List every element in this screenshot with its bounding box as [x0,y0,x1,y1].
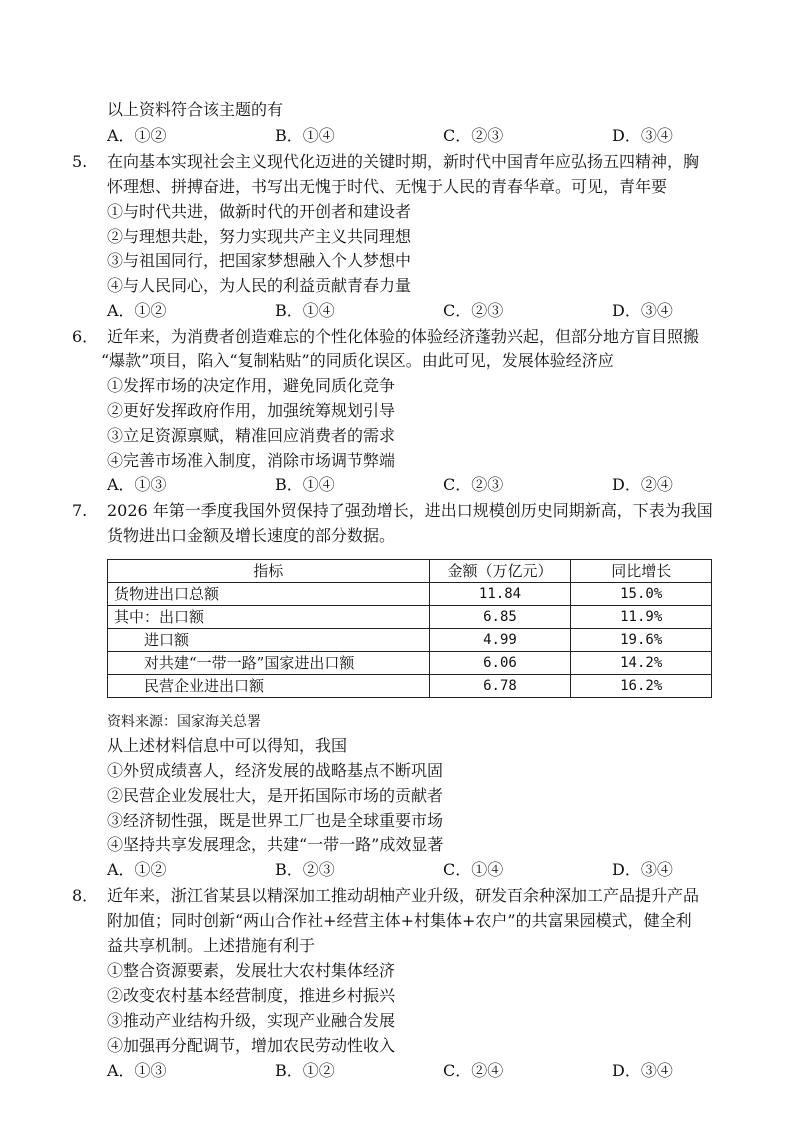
row-amount: 6.78 [429,675,571,698]
question-8-item: ②改变农村基本经营制度，推进乡村振兴 [107,986,396,1005]
table-row [108,583,712,606]
table-row [108,606,712,629]
option-a: A．①③ [107,475,167,494]
option-c: C．②③ [443,475,504,494]
question-8-number: 8． [72,886,99,905]
row-label: 民营企业进出口额 [108,675,430,698]
question-6-item: ②更好发挥政府作用，加强统筹规划引导 [107,401,396,420]
question-8-stem-line: 近年来，浙江省某县以精深加工推动胡柚产业升级，研发百余种深加工产品提升产品 [107,886,700,905]
question-7-item: ③经济韧性强，既是世界工厂也是全球重要市场 [107,811,444,830]
table-row [108,652,712,675]
row-label: 其中：出口额 [108,606,430,629]
table-source-note: 资料来源：国家海关总署 [107,714,261,730]
question-5-options [107,300,727,322]
row-amount: 11.84 [429,583,571,606]
option-d: D．③④ [612,301,673,320]
option-c: C．②③ [443,126,504,145]
question-8-item: ①整合资源要素，发展壮大农村集体经济 [107,961,396,980]
row-growth: 19.6% [571,629,712,652]
question-5-stem-line: 怀理想、拼搏奋进，书写出无愧于时代、无愧于人民的青春华章。可见，青年要 [107,177,668,196]
row-amount: 4.99 [429,629,571,652]
question-8-item: ④加强再分配调节，增加农民劳动性收入 [107,1036,396,1055]
question-5-item: ①与时代共进，做新时代的开创者和建设者 [107,202,412,221]
row-label: 货物进出口总额 [108,583,430,606]
option-a: A．①② [107,301,167,320]
option-b: B．①② [275,1061,335,1080]
option-b: B．①④ [275,475,335,494]
column-header: 指标 [108,560,430,583]
option-b: B．①④ [275,301,335,320]
question-6-item: ①发挥市场的决定作用，避免同质化竞争 [107,376,396,395]
question-7-options [107,859,727,881]
question-7-number: 7. [72,501,88,520]
question-8-stem-line: 附加值；同时创新“两山合作社+经营主体+村集体+农户”的共富果园模式，健全利 [107,911,692,930]
question-6-number: 6． [72,327,99,346]
row-growth: 14.2% [571,652,712,675]
question-8-options [107,1060,727,1082]
question-7-stem-line: 货物进出口金额及增长速度的部分数据。 [107,526,396,545]
question-7-stem-line: 2026 年第一季度我国外贸保持了强劲增长，进出口规模创历史同期新高，下表为我国 [107,501,713,520]
column-header: 同比增长 [571,560,712,583]
option-c: C．②④ [443,1061,504,1080]
question-5-item: ③与祖国同行，把国家梦想融入个人梦想中 [107,251,412,270]
option-d: D．②④ [612,475,673,494]
question-6-options [107,474,727,496]
row-amount: 6.06 [429,652,571,675]
table-header-row [108,560,712,583]
question-5-item: ④与人民同心，为人民的利益贡献青春力量 [107,276,412,295]
question-7-item: ④坚持共享发展理念，共建“一带一路”成效显著 [107,835,444,854]
option-c: C．②③ [443,301,504,320]
option-c: C．①④ [443,860,504,879]
row-growth: 15.0% [571,583,712,606]
question-6-item: ③立足资源禀赋，精准回应消费者的需求 [107,426,396,445]
intro-line: 以上资料符合该主题的有 [107,100,284,119]
question-6-item: ④完善市场准入制度，消除市场调节弊端 [107,451,396,470]
option-a: A．①② [107,126,167,145]
option-d: D．③④ [612,860,673,879]
trade-data-table [107,559,712,698]
question-5-number: 5. [72,152,88,171]
option-a: A．①③ [107,1061,167,1080]
question-6-stem-line: 近年来，为消费者创造难忘的个性化体验的体验经济蓬勃兴起，但部分地方盲目照搬 [107,327,700,346]
option-d: D．③④ [612,1061,673,1080]
row-label: 对共建“一带一路”国家进出口额 [108,652,430,675]
question-6-stem-line: “爆款”项目，陷入“复制粘贴”的同质化误区。由此可见，发展体验经济应 [101,351,614,370]
option-b: B．②③ [275,860,335,879]
option-d: D．③④ [612,126,673,145]
row-growth: 11.9% [571,606,712,629]
option-b: B．①④ [275,126,335,145]
question-7-item: ②民营企业发展壮大，是开拓国际市场的贡献者 [107,786,444,805]
options-top [107,125,727,147]
row-label: 进口额 [108,629,430,652]
table-row [108,675,712,698]
question-7-item: ①外贸成绩喜人，经济发展的战略基点不断巩固 [107,761,444,780]
option-a: A．①② [107,860,167,879]
row-growth: 16.2% [571,675,712,698]
question-5-item: ②与理想共赴，努力实现共产主义共同理想 [107,227,412,246]
question-8-item: ③推动产业结构升级，实现产业融合发展 [107,1011,396,1030]
question-5-stem-line: 在向基本实现社会主义现代化迈进的关键时期，新时代中国青年应弘扬五四精神，胸 [107,152,700,171]
column-header: 金额（万亿元） [429,560,571,583]
question-7-ask: 从上述材料信息中可以得知，我国 [107,736,348,755]
question-8-stem-line: 益共享机制。上述措施有利于 [107,936,316,955]
row-amount: 6.85 [429,606,571,629]
table-row [108,629,712,652]
